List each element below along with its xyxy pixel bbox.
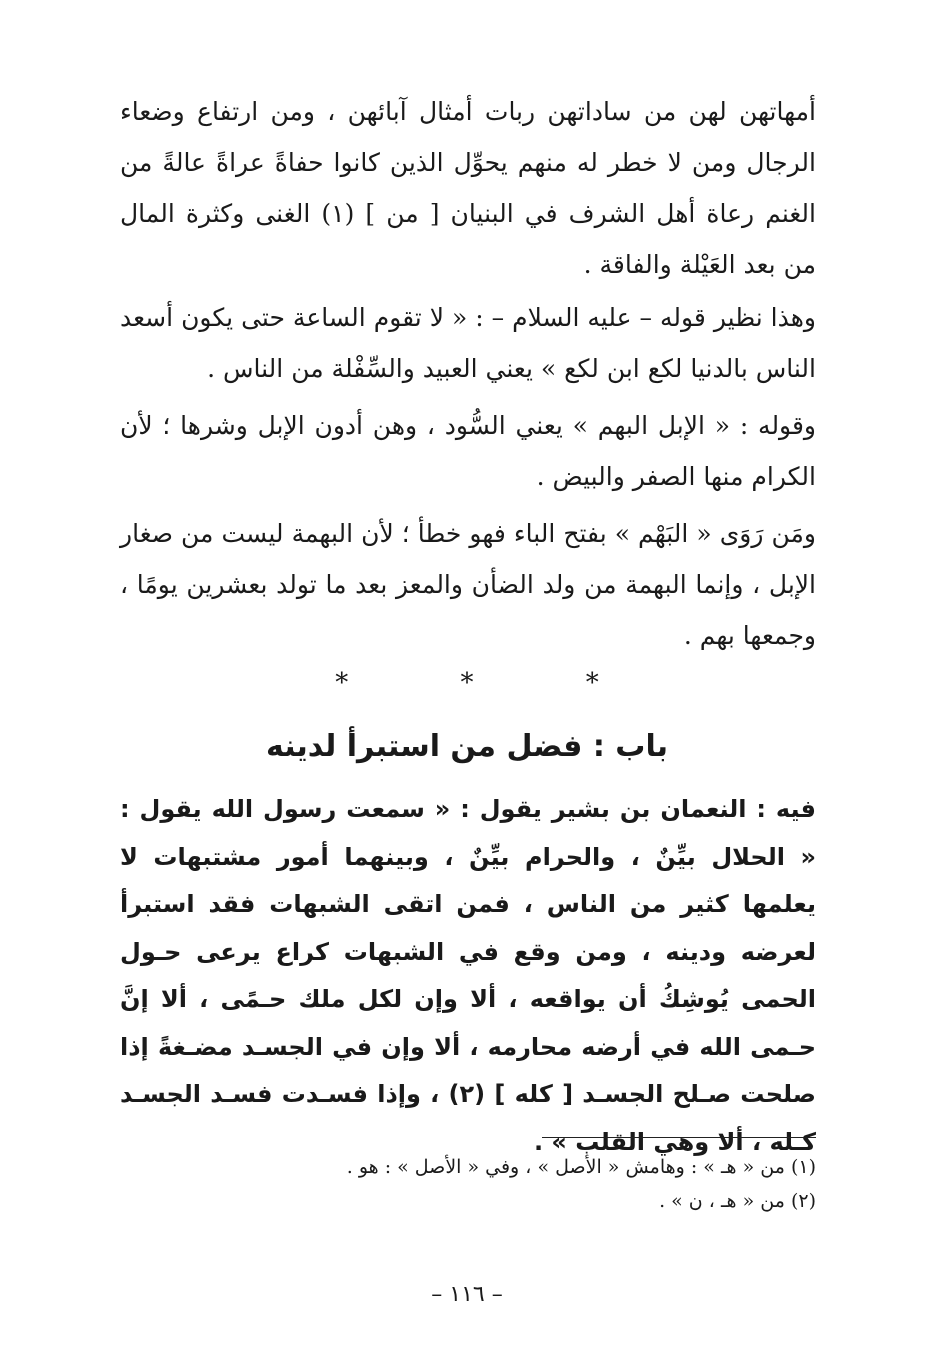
paragraph: وهذا نظير قوله – عليه السلام – : « لا تقوم الساعة حتى يكون أسعد الناس بالدنيا لكع ابن لكع » يعني العبيد والسِّفْلة من الناس . xyxy=(120,303,816,383)
paragraph: أمهاتهن لهن من ساداتهن ربات أمثال آبائهن ، ومن ارتفاع وضعاء الرجال ومن لا خطر له منهم يحوِّل الذين كانوا حفاةً عراةً عالةً من الغنم رعاة أهل الشرف في البنيان [ من ] (١) الغنى وكثرة المال من بعد العَيْلة والفاقة . xyxy=(120,97,816,279)
page-number: – ١١٦ – xyxy=(431,1282,503,1307)
paragraph: وقوله : « الإبل البهم » يعني السُّود ، وهن أدون الإبل وشرها ؛ لأن الكرام منها الصفر والبيض . xyxy=(120,411,816,491)
paragraph: ومَن رَوَى « البَهْم » بفتح الباء فهو خطأ ؛ لأن البهمة ليست من صغار الإبل ، وإنما البهمة من ولد الضأن والمعز بعد ما تولد بعشرين يومًا ، وجمعها بهم . xyxy=(120,519,816,650)
footnote: (١) من « هـ » : وهامش « الأصل » ، وفي « الأصل » : هو . xyxy=(346,1156,816,1178)
chapter-body: فيه : النعمان بن بشير يقول : « سمعت رسول الله يقول : « الحلال بيِّنٌ ، والحرام بيِّنٌ ، وبينهما أمور مشتبهات لا يعلمها كثير من الناس ، فمن اتقى الشبهات فقد استبرأ لعرضه ودينه ، ومن وقع في الشبهات كراع يرعى حـول الحمى يُوشِكُ أن يواقعه ، ألا وإن لكل ملك حـمًى ، ألا إنَّ حـمى الله في أرضه محارمه ، ألا وإن في الجسـد مضـغةً إذا صلحت صـلح الجسـد [ كله ] (٢) ، وإذا فسـدت فسـد الجسـد كـله ، ألا وهي القلب » . xyxy=(120,795,816,1156)
footnotes xyxy=(216,1150,816,1218)
footnote: (٢) من « هـ ، ن » . xyxy=(659,1190,816,1212)
chapter-title: باب : فضل من استبرأ لدينه xyxy=(266,729,668,764)
section-separator: * * * xyxy=(335,668,651,698)
footnote-divider xyxy=(542,1137,816,1138)
